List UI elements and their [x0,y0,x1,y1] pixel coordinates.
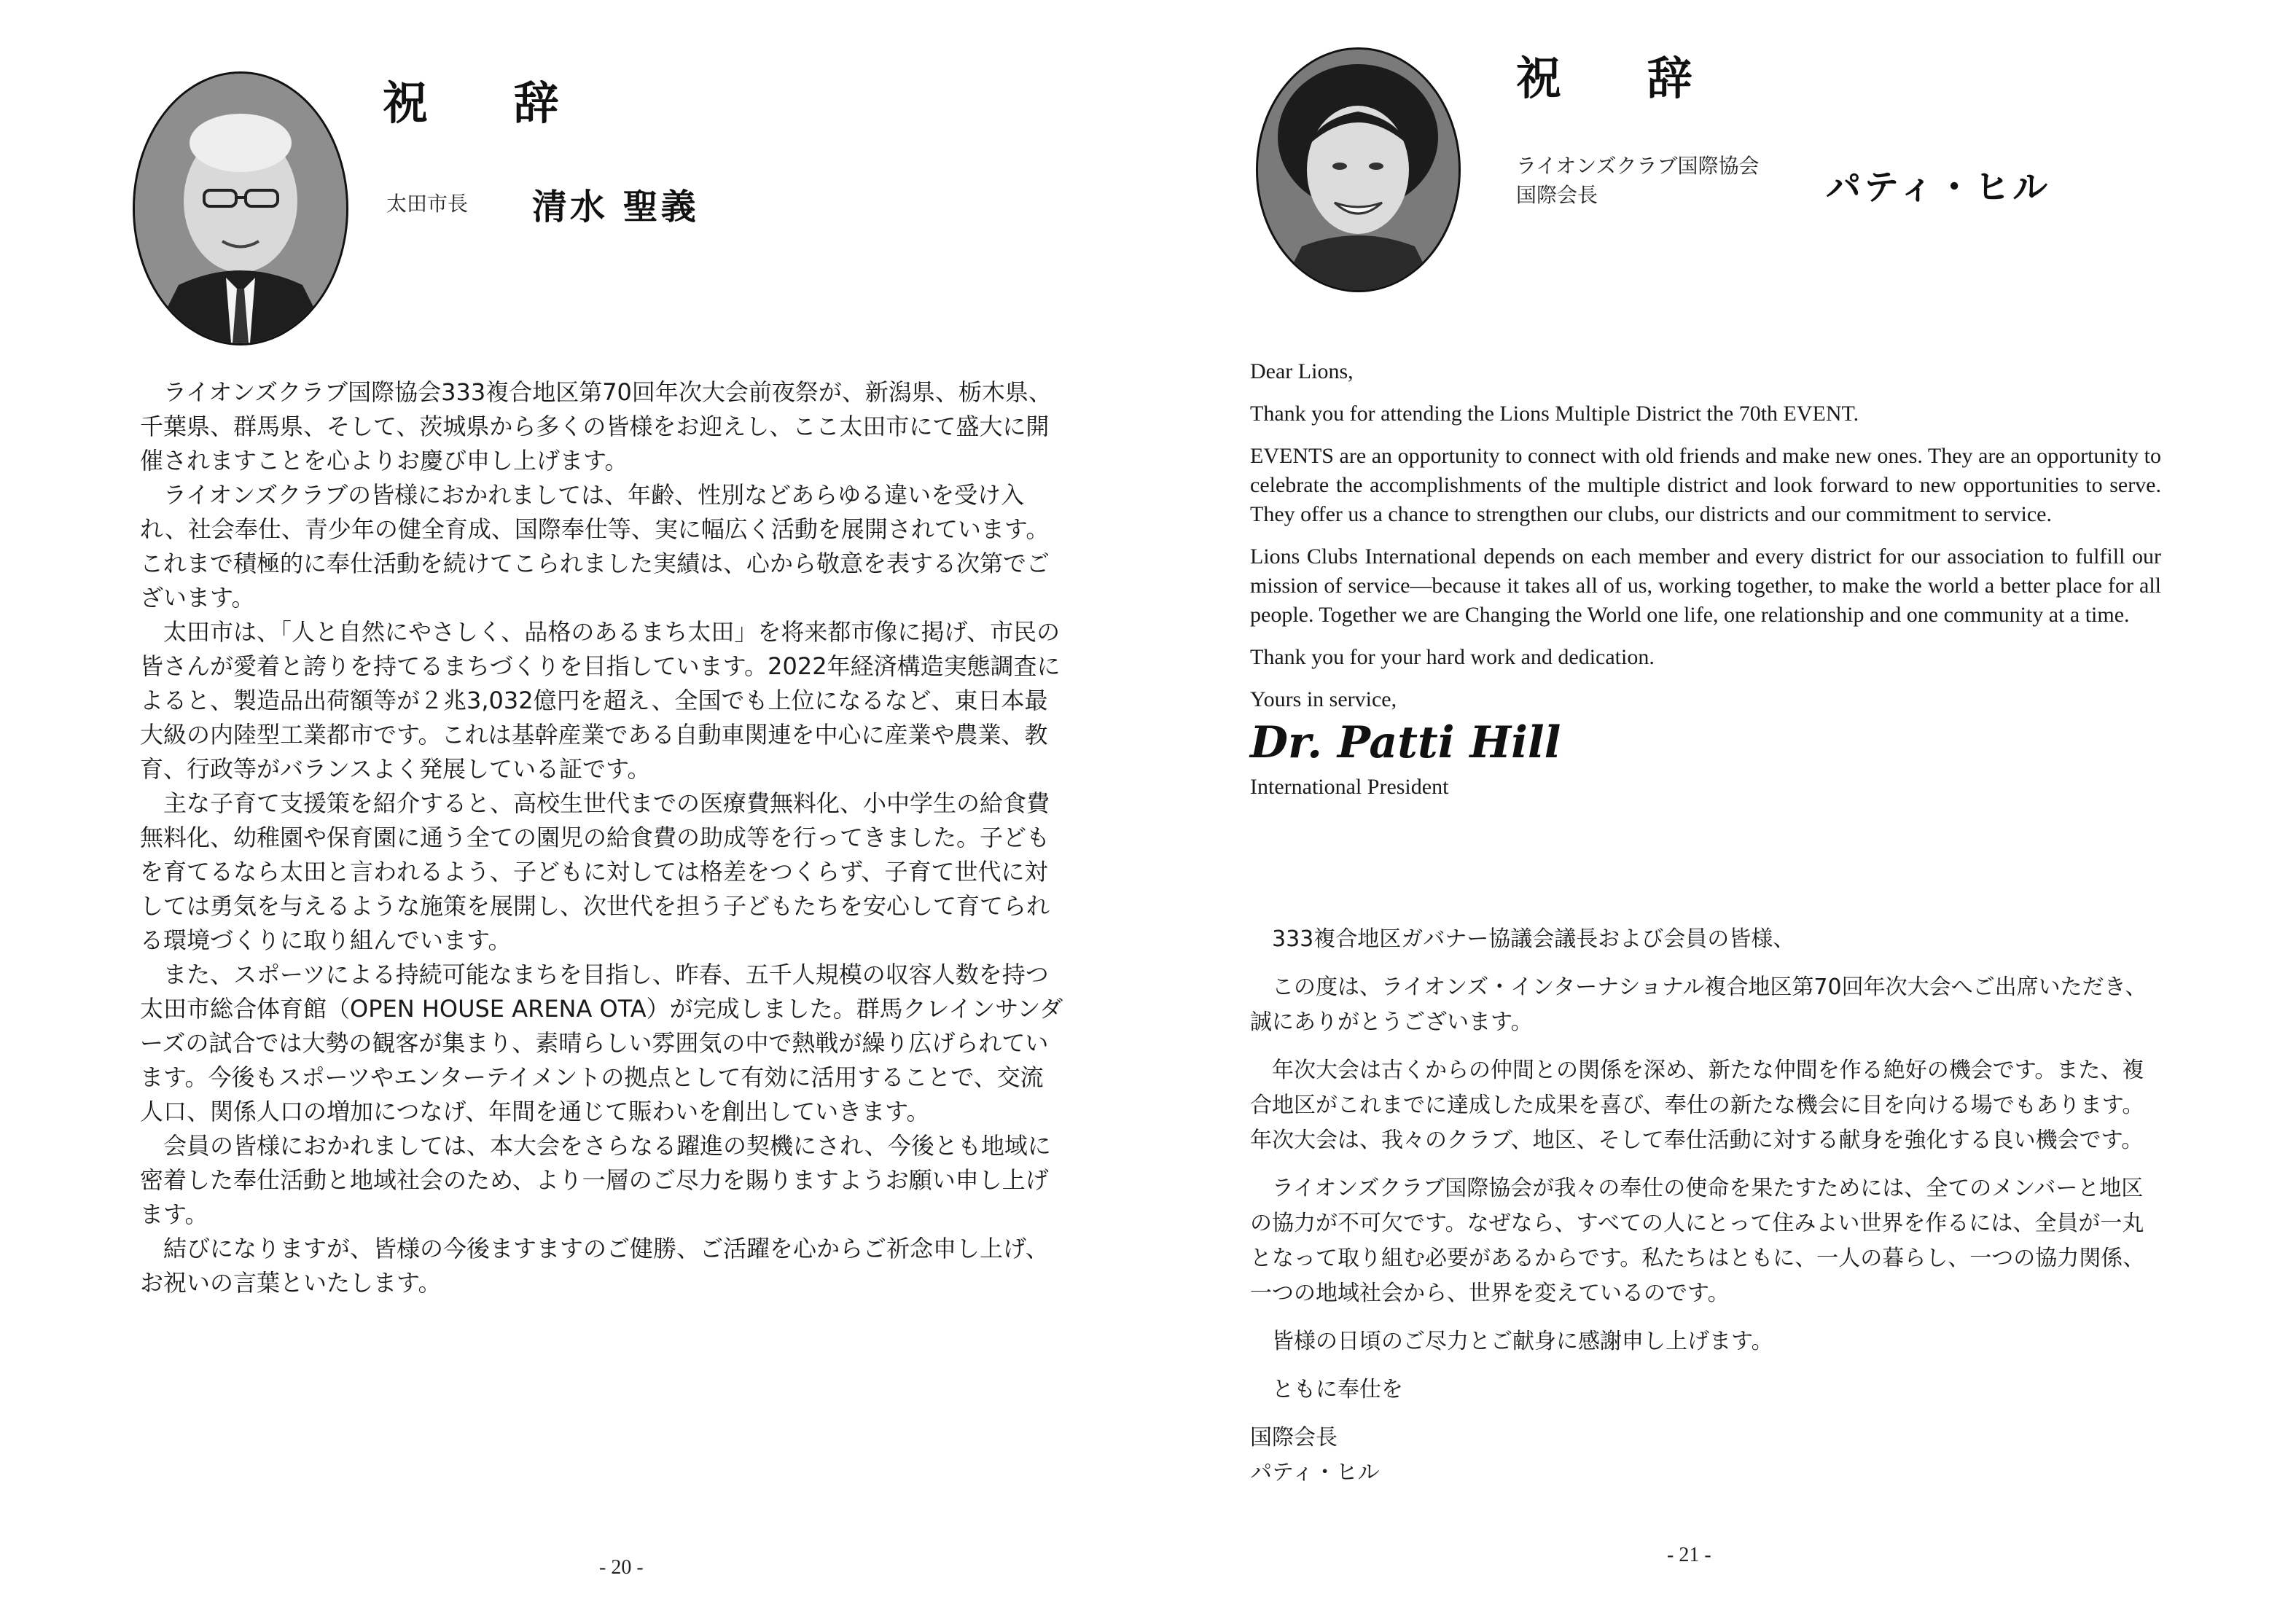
mayor-paragraph: 主な子育て支援策を紹介すると、高校生世代までの医療費無料化、小中学生の給食費無料化、幼稚園や保育園に通う全ての園児の給食費の助成等を行ってきました。子どもを育てるなら太田と言われるよう、子どもに対しては格差をつくらず、子育て世代に対しては勇気を与えるような施策を展開し、次世代を担う子どもたちを安心して育てられる環境づくりに取り組んでいます。 [140,789,1050,954]
english-salutation: Dear Lions, [1250,359,1354,383]
mayor-paragraph: ライオンズクラブ国際協会333複合地区第70回年次大会前夜祭が、新潟県、栃木県、千葉県、群馬県、そして、茨城県から多くの皆様をお迎えし、ここ太田市にて盛大に開催されますことを心よりお慶び申し上げます。 [140,378,1052,474]
president-role [1516,152,1759,210]
mayor-paragraph: また、スポーツによる持続可能なまちを目指し、昨春、五千人規模の収容人数を持つ太田市総合体育館（OPEN HOUSE ARENA OTA）が完成しました。群馬クレインサンダーズの試合では大勢の観客が集まり、素晴らしい雰囲気の中で熱戦が繰り広げられています。今後もスポーツやエンターテイメントの拠点として有効に活用することで、交流人口、関係人口の増加につなげ、年間を通じて賑わいを創出していきます。 [140,961,1063,1125]
mayor-paragraph: 会員の皆様におかれましては、本大会をさらなる躍進の契機にされ、今後とも地域に密着した奉仕活動と地域社会のため、より一層のご尽力を賜りますようお願い申し上げます。 [140,1132,1051,1228]
japanese-sign-name: パティ・ヒル [1250,1460,1380,1485]
japanese-paragraph: 年次大会は古くからの仲間との関係を深め、新たな仲間を作る絶好の機会です。また、複合地区がこれまでに達成した成果を喜び、奉仕の新たな機会に目を向ける場でもあります。年次大会は、我々のクラブ、地区、そして奉仕活動に対する献身を強化する良い機会です。 [1250,1058,2144,1153]
japanese-paragraph: 皆様の日頃のご尽力とご献身に感謝申し上げます。 [1272,1329,1773,1354]
president-signature: Dr. Patti Hill [1250,717,1561,768]
mayor-name: 清水 聖義 [532,187,699,227]
japanese-sign-title: 国際会長 [1250,1425,1338,1450]
president-name: パティ・ヒル [1826,167,2051,208]
mayor-role: 太田市長 [386,192,469,216]
president-portrait-image [1258,50,1459,290]
right-heading: 祝 辞 [1516,52,1727,105]
mayor-paragraph: 太田市は、「人と自然にやさしく、品格のあるまち太田」を将来都市像に掲げ、市民の皆さんが愛着と誇りを持てるまちづくりを目指しています。2022年経済構造実態調査によると、製造品出荷額等が２兆3,032億円を超え、全国でも上位になるなど、東日本最大級の内陸型工業都市です。これは基幹産業である自動車関連を中心に産業や農業、教育、行政等がバランスよく発展している証です。 [140,618,1061,783]
mayor-paragraph: ライオンズクラブの皆様におかれましては、年齢、性別などあらゆる違いを受け入れ、社会奉仕、青少年の健全育成、国際奉仕等、実に幅広く活動を展開されています。これまで積極的に奉仕活動を続けてこられました実績は、心から敬意を表する次第でございます。 [140,481,1050,612]
english-title: International President [1250,775,1449,799]
mayor-paragraph: 結びになりますが、皆様の今後ますますのご健勝、ご活躍を心からご祈念申し上げ、お祝いの言葉といたします。 [140,1235,1049,1297]
president-portrait [1256,47,1461,292]
english-paragraph: EVENTS are an opportunity to connect with old friends and make new ones. They are an opportunity to celebrate the accomplishments of the multiple district and look forward to new opportunities to serve. They offer us a chance to strengthen our clubs, our districts and our commitment to service. [1250,444,2161,526]
english-closing: Yours in service, [1250,687,1397,711]
president-role-line1: ライオンズクラブ国際協会 [1516,154,1760,178]
english-paragraph: Lions Clubs International depends on each member and every district for our association to fulfill our mission of service—because it takes all of us, working together, to make the world a better place for all people. Together we are Changing the World one life, one relationship and one community at a time. [1250,544,2161,627]
english-paragraph: Thank you for attending the Lions Multiple District the 70th EVENT. [1250,402,1859,426]
mayor-portrait-image [135,74,346,343]
japanese-paragraph: この度は、ライオンズ・インターナショナル複合地区第70回年次大会へご出席いただき、誠にありがとうございます。 [1250,974,2147,1035]
left-heading: 祝 辞 [383,77,594,130]
mayor-portrait [133,71,348,345]
english-paragraph: Thank you for your hard work and dedication. [1250,645,1655,669]
president-role-line2: 国際会長 [1516,183,1598,207]
japanese-paragraph: ともに奉仕を [1272,1377,1403,1402]
mayor-message [140,375,1066,1300]
page-number-right: - 21 - [1667,1544,1711,1566]
japanese-message [1250,922,2161,1491]
japanese-salutation: 333複合地区ガバナー協議会議長および会員の皆様、 [1272,926,1795,952]
page-number-left: - 20 - [599,1556,644,1579]
right-page [1148,0,2296,1621]
japanese-paragraph: ライオンズクラブ国際協会が我々の奉仕の使命を果たすためには、全てのメンバーと地区の協力が不可欠です。なぜなら、すべての人にとって住みよい世界を作るには、全員が一丸となって取り組む必要があるからです。私たちはともに、一人の暮らし、一つの協力関係、一つの地域社会から、世界を変えているのです。 [1250,1176,2145,1306]
english-message [1250,357,2161,815]
